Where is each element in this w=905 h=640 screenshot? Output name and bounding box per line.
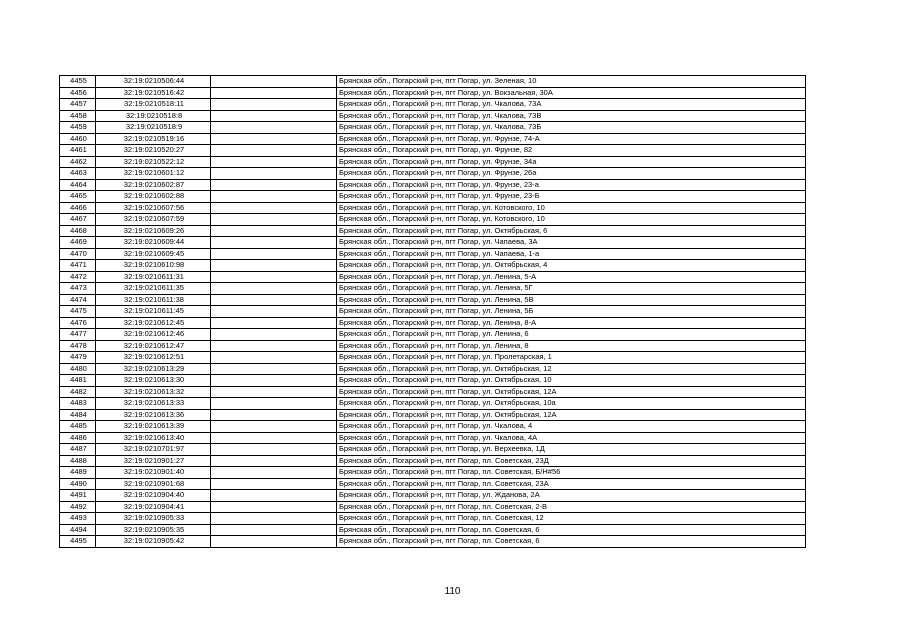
cadastral-number-cell: 32:19:0210905:42: [96, 536, 211, 548]
empty-cell: [211, 248, 337, 260]
cadastral-number-cell: 32:19:0210904:41: [96, 501, 211, 513]
address-cell: Брянская обл., Погарский р-н, пгт Погар, ул. Октябрьская, 12А: [337, 409, 806, 421]
cadastral-number-cell: 32:19:0210901:40: [96, 467, 211, 479]
row-number-cell: 4476: [60, 317, 96, 329]
empty-cell: [211, 501, 337, 513]
cadastral-number-cell: 32:19:0210520:27: [96, 145, 211, 157]
cadastral-number-cell: 32:19:0210609:26: [96, 225, 211, 237]
empty-cell: [211, 87, 337, 99]
address-cell: Брянская обл., Погарский р-н, пгт Погар, пл. Советская, 23А: [337, 478, 806, 490]
address-cell: Брянская обл., Погарский р-н, пгт Погар, ул. Котовского, 10: [337, 214, 806, 226]
empty-cell: [211, 237, 337, 249]
row-number-cell: 4490: [60, 478, 96, 490]
table-row: [60, 478, 806, 490]
empty-cell: [211, 329, 337, 341]
empty-cell: [211, 409, 337, 421]
address-cell: Брянская обл., Погарский р-н, пгт Погар, пл. Советская, 12: [337, 513, 806, 525]
table-row: [60, 122, 806, 134]
empty-cell: [211, 340, 337, 352]
table-row: [60, 375, 806, 387]
address-cell: Брянская обл., Погарский р-н, пгт Погар, ул. Фрунзе, 74-А: [337, 133, 806, 145]
cadastral-number-cell: 32:19:0210901:68: [96, 478, 211, 490]
cadastral-number-cell: 32:19:0210904:40: [96, 490, 211, 502]
row-number-cell: 4469: [60, 237, 96, 249]
empty-cell: [211, 99, 337, 111]
address-cell: Брянская обл., Погарский р-н, пгт Погар, ул. Октябрьская, 10: [337, 375, 806, 387]
address-cell: Брянская обл., Погарский р-н, пгт Погар, ул. Ленина, 5В: [337, 294, 806, 306]
cadastral-number-cell: 32:19:0210905:33: [96, 513, 211, 525]
row-number-cell: 4462: [60, 156, 96, 168]
empty-cell: [211, 214, 337, 226]
row-number-cell: 4477: [60, 329, 96, 341]
table-row: [60, 133, 806, 145]
page-number: 110: [444, 586, 461, 597]
empty-cell: [211, 317, 337, 329]
cadastral-number-cell: 32:19:0210612:45: [96, 317, 211, 329]
table-row: [60, 179, 806, 191]
table-row: [60, 248, 806, 260]
row-number-cell: 4474: [60, 294, 96, 306]
address-cell: Брянская обл., Погарский р-н, пгт Погар, ул. Вокзальная, 30А: [337, 87, 806, 99]
table-row: [60, 329, 806, 341]
table-row: [60, 386, 806, 398]
empty-cell: [211, 490, 337, 502]
cadastral-number-cell: 32:19:0210612:46: [96, 329, 211, 341]
table-row: [60, 536, 806, 548]
cadastral-number-cell: 32:19:0210613:39: [96, 421, 211, 433]
empty-cell: [211, 386, 337, 398]
table-row: [60, 467, 806, 479]
address-cell: Брянская обл., Погарский р-н, пгт Погар, ул. Фрунзе, 82: [337, 145, 806, 157]
empty-cell: [211, 478, 337, 490]
cadastral-number-cell: 32:19:0210612:51: [96, 352, 211, 364]
table-row: [60, 76, 806, 88]
address-cell: Брянская обл., Погарский р-н, пгт Погар, ул. Ленина, 8-А: [337, 317, 806, 329]
table-row: [60, 110, 806, 122]
cadastral-number-cell: 32:19:0210613:29: [96, 363, 211, 375]
row-number-cell: 4485: [60, 421, 96, 433]
table-row: [60, 260, 806, 272]
address-cell: Брянская обл., Погарский р-н, пгт Погар, ул. Октябрьская, 12: [337, 363, 806, 375]
cadastral-number-cell: 32:19:0210612:47: [96, 340, 211, 352]
row-number-cell: 4464: [60, 179, 96, 191]
address-cell: Брянская обл., Погарский р-н, пгт Погар, ул. Фрунзе, 23-Б: [337, 191, 806, 203]
empty-cell: [211, 455, 337, 467]
row-number-cell: 4475: [60, 306, 96, 318]
row-number-cell: 4479: [60, 352, 96, 364]
empty-cell: [211, 179, 337, 191]
empty-cell: [211, 76, 337, 88]
cadastral-number-cell: 32:19:0210609:44: [96, 237, 211, 249]
table-row: [60, 524, 806, 536]
cadastral-number-cell: 32:19:0210611:38: [96, 294, 211, 306]
cadastral-number-cell: 32:19:0210607:56: [96, 202, 211, 214]
empty-cell: [211, 363, 337, 375]
row-number-cell: 4460: [60, 133, 96, 145]
row-number-cell: 4494: [60, 524, 96, 536]
table-row: [60, 455, 806, 467]
empty-cell: [211, 191, 337, 203]
table-row: [60, 409, 806, 421]
address-cell: Брянская обл., Погарский р-н, пгт Погар, ул. Октябрьская, 12А: [337, 386, 806, 398]
row-number-cell: 4457: [60, 99, 96, 111]
table-row: [60, 87, 806, 99]
cadastral-number-cell: 32:19:0210701:97: [96, 444, 211, 456]
empty-cell: [211, 398, 337, 410]
table-row: [60, 363, 806, 375]
address-cell: Брянская обл., Погарский р-н, пгт Погар, ул. Ленина, 5Б: [337, 306, 806, 318]
table-row: [60, 214, 806, 226]
row-number-cell: 4472: [60, 271, 96, 283]
table-row: [60, 225, 806, 237]
row-number-cell: 4468: [60, 225, 96, 237]
empty-cell: [211, 375, 337, 387]
row-number-cell: 4478: [60, 340, 96, 352]
address-cell: Брянская обл., Погарский р-н, пгт Погар, ул. Ленина, 5Г: [337, 283, 806, 295]
address-cell: Брянская обл., Погарский р-н, пгт Погар, пл. Советская, 6: [337, 524, 806, 536]
table-row: [60, 156, 806, 168]
cadastral-number-cell: 32:19:0210602:88: [96, 191, 211, 203]
row-number-cell: 4489: [60, 467, 96, 479]
cadastral-number-cell: 32:19:0210613:40: [96, 432, 211, 444]
cadastral-number-cell: 32:19:0210506:44: [96, 76, 211, 88]
empty-cell: [211, 444, 337, 456]
row-number-cell: 4455: [60, 76, 96, 88]
table-row: [60, 501, 806, 513]
row-number-cell: 4459: [60, 122, 96, 134]
registry-table: [59, 75, 806, 548]
address-cell: Брянская обл., Погарский р-н, пгт Погар, ул. Октябрьская, 4: [337, 260, 806, 272]
address-cell: Брянская обл., Погарский р-н, пгт Погар, ул. Пролетарская, 1: [337, 352, 806, 364]
table-row: [60, 271, 806, 283]
address-cell: Брянская обл., Погарский р-н, пгт Погар, ул. Ленина, 5-А: [337, 271, 806, 283]
cadastral-number-cell: 32:19:0210901:27: [96, 455, 211, 467]
address-cell: Брянская обл., Погарский р-н, пгт Погар, ул. Чкалова, 73Б: [337, 122, 806, 134]
cadastral-number-cell: 32:19:0210613:30: [96, 375, 211, 387]
table-row: [60, 432, 806, 444]
empty-cell: [211, 352, 337, 364]
address-cell: Брянская обл., Погарский р-н, пгт Погар, ул. Чкалова, 4А: [337, 432, 806, 444]
table-row: [60, 202, 806, 214]
address-cell: Брянская обл., Погарский р-н, пгт Погар, ул. Верхеевка, 1Д: [337, 444, 806, 456]
cadastral-number-cell: 32:19:0210611:35: [96, 283, 211, 295]
cadastral-number-cell: 32:19:0210607:59: [96, 214, 211, 226]
row-number-cell: 4458: [60, 110, 96, 122]
table-row: [60, 513, 806, 525]
row-number-cell: 4466: [60, 202, 96, 214]
row-number-cell: 4484: [60, 409, 96, 421]
empty-cell: [211, 225, 337, 237]
row-number-cell: 4481: [60, 375, 96, 387]
row-number-cell: 4467: [60, 214, 96, 226]
cadastral-number-cell: 32:19:0210602:87: [96, 179, 211, 191]
row-number-cell: 4493: [60, 513, 96, 525]
address-cell: Брянская обл., Погарский р-н, пгт Погар, ул. Ленина, 6: [337, 329, 806, 341]
empty-cell: [211, 432, 337, 444]
row-number-cell: 4488: [60, 455, 96, 467]
cadastral-number-cell: 32:19:0210518:8: [96, 110, 211, 122]
row-number-cell: 4456: [60, 87, 96, 99]
table-row: [60, 306, 806, 318]
cadastral-number-cell: 32:19:0210610:98: [96, 260, 211, 272]
empty-cell: [211, 122, 337, 134]
row-number-cell: 4470: [60, 248, 96, 260]
cadastral-number-cell: 32:19:0210905:35: [96, 524, 211, 536]
table-row: [60, 237, 806, 249]
address-cell: Брянская обл., Погарский р-н, пгт Погар, ул. Октябрьская, 6: [337, 225, 806, 237]
cadastral-number-cell: 32:19:0210518:11: [96, 99, 211, 111]
address-cell: Брянская обл., Погарский р-н, пгт Погар, ул. Чапаева, 3А: [337, 237, 806, 249]
empty-cell: [211, 110, 337, 122]
cadastral-number-cell: 32:19:0210613:32: [96, 386, 211, 398]
empty-cell: [211, 524, 337, 536]
row-number-cell: 4487: [60, 444, 96, 456]
table-row: [60, 398, 806, 410]
row-number-cell: 4465: [60, 191, 96, 203]
empty-cell: [211, 271, 337, 283]
empty-cell: [211, 306, 337, 318]
registry-table-body: [60, 76, 806, 548]
table-row: [60, 421, 806, 433]
address-cell: Брянская обл., Погарский р-н, пгт Погар, ул. Фрунзе, 23-а: [337, 179, 806, 191]
empty-cell: [211, 156, 337, 168]
row-number-cell: 4495: [60, 536, 96, 548]
address-cell: Брянская обл., Погарский р-н, пгт Погар, пл. Советская, Б/Н#56: [337, 467, 806, 479]
cadastral-number-cell: 32:19:0210519:16: [96, 133, 211, 145]
address-cell: Брянская обл., Погарский р-н, пгт Погар, пл. Советская, 2-В: [337, 501, 806, 513]
address-cell: Брянская обл., Погарский р-н, пгт Погар, ул. Чкалова, 73В: [337, 110, 806, 122]
address-cell: Брянская обл., Погарский р-н, пгт Погар, ул. Октябрьская, 10а: [337, 398, 806, 410]
empty-cell: [211, 513, 337, 525]
address-cell: Брянская обл., Погарский р-н, пгт Погар, ул. Чапаева, 1-а: [337, 248, 806, 260]
empty-cell: [211, 145, 337, 157]
address-cell: Брянская обл., Погарский р-н, пгт Погар, ул. Котовского, 10: [337, 202, 806, 214]
table-row: [60, 490, 806, 502]
empty-cell: [211, 260, 337, 272]
empty-cell: [211, 294, 337, 306]
table-row: [60, 168, 806, 180]
cadastral-number-cell: 32:19:0210522:12: [96, 156, 211, 168]
row-number-cell: 4471: [60, 260, 96, 272]
empty-cell: [211, 202, 337, 214]
table-row: [60, 294, 806, 306]
address-cell: Брянская обл., Погарский р-н, пгт Погар, ул. Чкалова, 4: [337, 421, 806, 433]
cadastral-number-cell: 32:19:0210613:36: [96, 409, 211, 421]
row-number-cell: 4482: [60, 386, 96, 398]
cadastral-number-cell: 32:19:0210611:45: [96, 306, 211, 318]
empty-cell: [211, 467, 337, 479]
row-number-cell: 4473: [60, 283, 96, 295]
address-cell: Брянская обл., Погарский р-н, пгт Погар, ул. Ленина, 8: [337, 340, 806, 352]
table-row: [60, 444, 806, 456]
cadastral-number-cell: 32:19:0210516:42: [96, 87, 211, 99]
row-number-cell: 4486: [60, 432, 96, 444]
empty-cell: [211, 283, 337, 295]
address-cell: Брянская обл., Погарский р-н, пгт Погар, ул. Чкалова, 73А: [337, 99, 806, 111]
table-row: [60, 283, 806, 295]
table-row: [60, 340, 806, 352]
cadastral-number-cell: 32:19:0210611:31: [96, 271, 211, 283]
row-number-cell: 4492: [60, 501, 96, 513]
table-row: [60, 191, 806, 203]
row-number-cell: 4480: [60, 363, 96, 375]
table-row: [60, 145, 806, 157]
cadastral-number-cell: 32:19:0210518:9: [96, 122, 211, 134]
row-number-cell: 4461: [60, 145, 96, 157]
address-cell: Брянская обл., Погарский р-н, пгт Погар, пл. Советская, 23Д: [337, 455, 806, 467]
table-row: [60, 317, 806, 329]
empty-cell: [211, 421, 337, 433]
address-cell: Брянская обл., Погарский р-н, пгт Погар, пл. Советская, 6: [337, 536, 806, 548]
empty-cell: [211, 168, 337, 180]
row-number-cell: 4483: [60, 398, 96, 410]
row-number-cell: 4491: [60, 490, 96, 502]
cadastral-number-cell: 32:19:0210613:33: [96, 398, 211, 410]
empty-cell: [211, 536, 337, 548]
table-row: [60, 352, 806, 364]
table-row: [60, 99, 806, 111]
cadastral-number-cell: 32:19:0210609:45: [96, 248, 211, 260]
address-cell: Брянская обл., Погарский р-н, пгт Погар, ул. Фрунзе, 34а: [337, 156, 806, 168]
address-cell: Брянская обл., Погарский р-н, пгт Погар, ул. Жданова, 2А: [337, 490, 806, 502]
address-cell: Брянская обл., Погарский р-н, пгт Погар, ул. Зеленая, 10: [337, 76, 806, 88]
row-number-cell: 4463: [60, 168, 96, 180]
address-cell: Брянская обл., Погарский р-н, пгт Погар, ул. Фрунзе, 26а: [337, 168, 806, 180]
cadastral-number-cell: 32:19:0210601:12: [96, 168, 211, 180]
empty-cell: [211, 133, 337, 145]
